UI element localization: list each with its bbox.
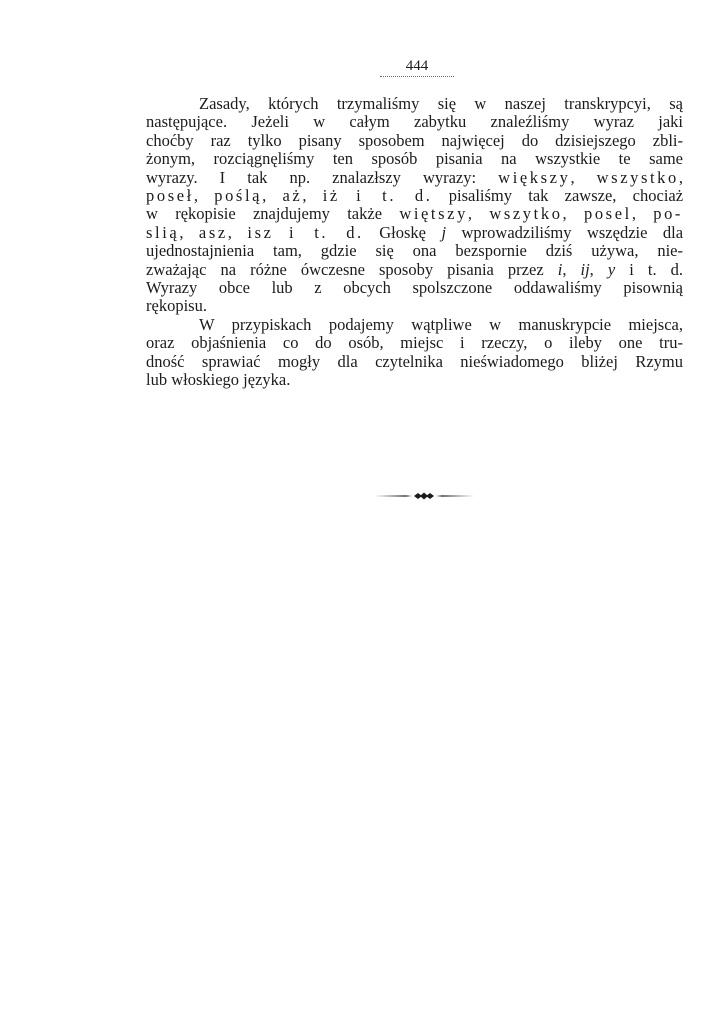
ornament-right-rule: [436, 495, 474, 496]
spaced-word: poseł: [146, 186, 194, 206]
ornament-left-rule: [374, 495, 412, 496]
text-line: [146, 113, 683, 131]
text-run: żonym, rozciągnęliśmy ten sposób pisania na wszystkie te same: [146, 149, 683, 169]
text-run: zważając na różne ówczesne sposoby pisania przez: [146, 259, 558, 279]
spaced-word: wszystko: [596, 167, 679, 187]
text-run: Zasady, których trzymaliśmy się w naszej transkrypcyi, są: [199, 94, 683, 113]
text-run: wprowadziliśmy wszędzie dla: [446, 222, 684, 242]
text-line: [146, 261, 683, 279]
text-run: ,: [631, 204, 654, 224]
page-number: 444: [380, 58, 454, 77]
text-line: [146, 132, 683, 150]
text-run: Głoskę: [363, 222, 442, 242]
text-run: wyrazy. I tak np. znalazłszy wyrazy:: [146, 167, 499, 187]
italic-letter: i: [557, 259, 563, 279]
text-run: ,: [193, 186, 215, 206]
text-run: lub włoskiego języka.: [146, 370, 291, 390]
text-run: ,: [227, 222, 248, 242]
spaced-word: po-: [653, 204, 684, 224]
text-run: Wyrazy obce lub z obcych spolszczone oddawaliśmy pisownią: [146, 278, 683, 298]
spaced-word: poślą: [214, 186, 263, 206]
spaced-word: większy: [498, 167, 571, 187]
text-line: [146, 242, 683, 260]
text-run: rękopisu.: [146, 296, 207, 316]
text-run: pisaliśmy tak zawsze, chociaż: [432, 186, 684, 206]
text-line: [146, 334, 683, 352]
text-run: ,: [562, 204, 584, 224]
text-line: [146, 279, 683, 297]
text-line: [146, 187, 683, 205]
text-run: ,: [589, 259, 608, 279]
text-run: ,: [302, 186, 323, 206]
spaced-word: więtszy: [399, 204, 468, 224]
text-line: [146, 371, 683, 389]
text-line: [146, 224, 683, 242]
text-run: ,: [678, 167, 683, 187]
text-run: W przypiskach podajemy wątpliwe w manuskrypcie miejsca,: [199, 314, 683, 334]
spaced-word: posel: [583, 204, 632, 224]
text-run: [340, 186, 356, 205]
text-run: ,: [179, 222, 199, 242]
italic-letter: ij: [580, 259, 590, 279]
text-run: [274, 223, 289, 242]
text-line: [146, 95, 683, 113]
text-line: [146, 169, 683, 187]
text-run: ,: [467, 204, 490, 224]
text-line: [146, 353, 683, 371]
italic-letter: y: [607, 259, 616, 279]
spaced-word: isz: [247, 222, 274, 242]
text-run: ,: [262, 186, 283, 206]
text-run: ujednostajnienia tam, gdzie się ona bezspornie dziś używa, nie-: [146, 241, 683, 261]
text-run: w rękopisie znajdujemy także: [146, 204, 400, 224]
text-run: i t. d.: [615, 259, 684, 279]
paragraph-2: [146, 316, 683, 390]
text-run: dność sprawiać mogły dla czytelnika nieświadomego bliżej Rzymu: [146, 351, 683, 371]
italic-letter: j: [441, 222, 447, 242]
text-run: oraz objaśnienia co do osób, miejsc i rzeczy, o ileby one tru-: [146, 333, 683, 353]
spaced-word: i t. d.: [356, 186, 433, 206]
end-of-text-ornament: [372, 490, 476, 502]
ornament-diamond-right: [426, 493, 434, 499]
text-run: ,: [570, 167, 597, 187]
text-run: choćby raz tylko pisany sposobem najwięcej do dzisiejszego zbli-: [146, 130, 683, 150]
text-line: [146, 150, 683, 168]
text-run: ,: [562, 259, 581, 279]
spaced-word: wszytko: [489, 204, 563, 224]
spaced-word: iż: [322, 186, 340, 206]
text-line: [146, 316, 683, 334]
spaced-word: asz: [198, 222, 228, 242]
paragraph-1: [146, 95, 683, 316]
spaced-word: i t. d.: [289, 222, 364, 242]
text-block: [146, 95, 683, 390]
spaced-word: slią: [146, 222, 180, 242]
text-run: następujące. Jeżeli w całym zabytku znaleźliśmy wyraz jaki: [146, 112, 683, 132]
text-line: [146, 205, 683, 223]
spaced-word: aż: [282, 186, 303, 206]
text-line: [146, 297, 683, 315]
